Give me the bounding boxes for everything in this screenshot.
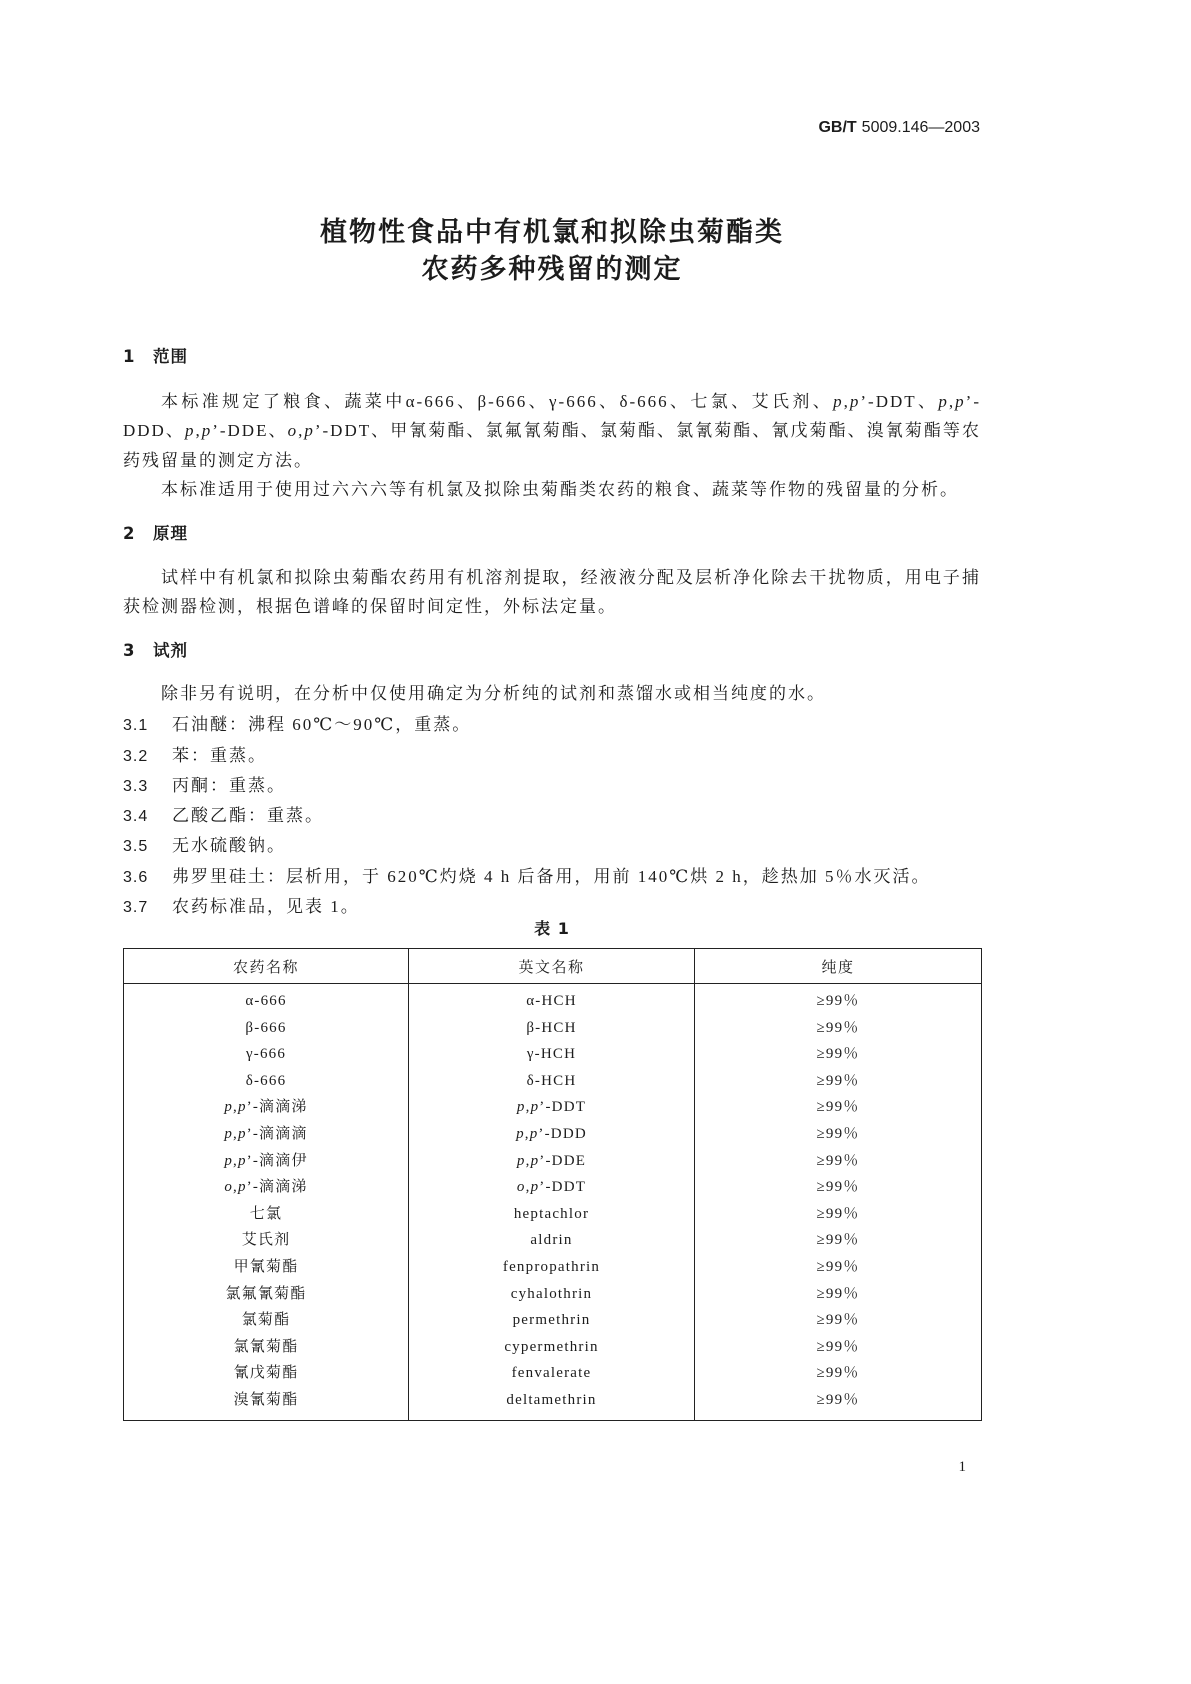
cell-english-name: β-HCH: [409, 1015, 695, 1042]
cell-purity: ≥99％: [695, 1121, 982, 1148]
reagent-item: [123, 741, 981, 771]
table-row: [124, 1281, 982, 1308]
cell-pesticide-name: 氯氟氰菊酯: [225, 1285, 307, 1302]
cell-purity: ≥99％: [695, 1015, 982, 1042]
text-run: ’-DDE、: [212, 421, 288, 441]
table-row: [124, 1041, 982, 1068]
italic-text-run: p: [237, 1179, 247, 1196]
reagents-intro: 除非另有说明，在分析中仅使用确定为分析纯的试剂和蒸馏水或相当纯度的水。: [161, 684, 826, 703]
cell-english-name: γ-HCH: [409, 1041, 695, 1068]
text-run: ,: [525, 1179, 531, 1196]
italic-text-run: p: [530, 1152, 540, 1169]
italic-text-run: p: [530, 1179, 540, 1196]
clause-number: 3.2: [123, 747, 149, 765]
text-run: ,: [233, 1099, 238, 1116]
cell-english-name: fenpropathrin: [409, 1254, 695, 1281]
reagent-item: [123, 771, 981, 801]
page-number: 1: [958, 1459, 966, 1475]
cell-purity: ≥99％: [695, 1334, 982, 1361]
italic-text-run: p: [516, 1125, 525, 1142]
table-row: [124, 1360, 982, 1387]
text-run: ,: [948, 392, 956, 411]
cell-english-name: [409, 1148, 695, 1175]
cell-pesticide-name: γ-666: [245, 1046, 287, 1063]
cell-pesticide-name: [124, 1174, 409, 1201]
italic-text-run: o: [516, 1179, 526, 1196]
text-run: ,: [524, 1125, 530, 1142]
cell-purity: ≥99％: [695, 1360, 982, 1387]
cell-purity: ≥99％: [695, 1148, 982, 1175]
clause-text: 苯：重蒸。: [172, 745, 267, 765]
text-run: ’-滴滴涕: [246, 1179, 308, 1196]
table-row: [124, 1307, 982, 1334]
principle-paragraph: 试样中有机氯和拟除虫菊酯农药用有机溶剂提取，经液液分配及层析净化除去干扰物质，用电子捕获检测器检测，根据色谱峰的保留时间定性，外标法定量。: [123, 568, 981, 617]
italic-text-run: p: [237, 1152, 247, 1169]
cell-english-name: fenvalerate: [409, 1360, 695, 1387]
table-header-row: [124, 949, 982, 984]
text-run: ,: [233, 1125, 238, 1142]
table-row: [124, 1121, 982, 1148]
table-row: [124, 1387, 982, 1420]
text-run: ’-DDT、: [860, 392, 939, 411]
cell-english-name: heptachlor: [409, 1201, 695, 1228]
cell-english-name: permethrin: [409, 1307, 695, 1334]
section-3-body: [123, 679, 981, 922]
section-2-body: [123, 563, 981, 622]
section-number: 3: [123, 641, 136, 660]
cell-pesticide-name: [124, 1094, 409, 1121]
clause-text: 丙酮：重蒸。: [172, 775, 286, 795]
cell-english-name: aldrin: [409, 1227, 695, 1254]
cell-english-name: cyhalothrin: [409, 1281, 695, 1308]
italic-text-run: p: [833, 392, 844, 411]
table-row: [124, 1015, 982, 1042]
clause-text: 弗罗里硅土：层析用，于 620℃灼烧 4 h 后备用，用前 140℃烘 2 h，趁热加 5％水灭活。: [172, 866, 931, 886]
clause-number: 3.7: [123, 899, 149, 917]
text-run: ’-DDT、甲氰菊酯、氯氟氰菊酯、氯菊酯、氯氰菊酯、氰戊菊酯、溴氰菊酯等农药残留量的测定方法。: [123, 421, 981, 470]
text-run: ’-DDE: [539, 1152, 587, 1169]
cell-purity: ≥99％: [695, 1068, 982, 1095]
text-run: ,: [233, 1179, 238, 1196]
italic-text-run: p: [304, 421, 315, 441]
text-run: ’-DDT: [539, 1179, 587, 1196]
italic-text-run: p: [224, 1152, 234, 1169]
italic-text-run: p: [201, 421, 213, 441]
text-run: ’-DDT: [539, 1099, 587, 1116]
header-pesticide-name: 农药名称: [124, 949, 409, 984]
text-run: ,: [195, 421, 202, 441]
table-row: [124, 1254, 982, 1281]
table-row: [124, 1068, 982, 1095]
italic-text-run: p: [530, 1099, 540, 1116]
cell-pesticide-name: [124, 1121, 409, 1148]
cell-pesticide-name: 氰戊菊酯: [233, 1365, 299, 1382]
standard-prefix: GB/T: [818, 119, 857, 136]
cell-english-name: δ-HCH: [409, 1068, 695, 1095]
italic-text-run: p: [516, 1152, 526, 1169]
cell-purity: ≥99％: [695, 1227, 982, 1254]
cell-english-name: [409, 1121, 695, 1148]
title-line-2: 农药多种残留的测定: [421, 254, 683, 285]
standard-code: 5009.146—2003: [861, 119, 980, 136]
table-row: [124, 1148, 982, 1175]
italic-text-run: p: [516, 1099, 526, 1116]
section-number: 1: [123, 347, 136, 366]
cell-pesticide-name: 溴氰菊酯: [233, 1391, 299, 1408]
italic-text-run: p: [224, 1125, 234, 1142]
italic-text-run: p: [237, 1099, 247, 1116]
pesticide-standards-table: [123, 948, 982, 1421]
scope-paragraph-2: 本标准适用于使用过六六六等有机氯及拟除虫菊酯类农药的粮食、蔬菜等作物的残留量的分析。: [161, 479, 959, 499]
cell-purity: ≥99％: [695, 1281, 982, 1308]
text-run: ,: [233, 1152, 238, 1169]
scope-paragraph-1: [123, 387, 981, 475]
text-run: ’-滴滴伊: [246, 1152, 308, 1169]
section-1-body: [123, 387, 981, 504]
cell-english-name: deltamethrin: [409, 1387, 695, 1420]
section-title: 原理: [153, 524, 188, 543]
italic-text-run: o: [287, 421, 299, 441]
clause-text: 乙酸乙酯：重蒸。: [172, 806, 324, 826]
reagent-item: [123, 862, 981, 892]
clause-number: 3.3: [123, 777, 149, 795]
document-title: [123, 214, 981, 288]
text-run: 本标准规定了粮食、蔬菜中α-666、β-666、γ-666、δ-666、七氯、艾氏剂、: [161, 392, 834, 411]
cell-english-name: α-HCH: [409, 984, 695, 1015]
text-run: ’-DDD: [538, 1125, 587, 1142]
text-run: ’-滴滴滴: [246, 1125, 308, 1142]
cell-pesticide-name: 氯菊酯: [241, 1312, 291, 1329]
cell-pesticide-name: 七氯: [249, 1205, 283, 1222]
cell-english-name: cypermethrin: [409, 1334, 695, 1361]
clause-text: 农药标准品，见表 1。: [172, 897, 360, 917]
text-run: ’-DDD、: [123, 392, 981, 441]
section-title: 范围: [153, 347, 188, 366]
clause-number: 3.1: [123, 717, 149, 735]
table-row: [124, 1174, 982, 1201]
cell-pesticide-name: [124, 1148, 409, 1175]
section-2-heading: [123, 519, 981, 549]
cell-pesticide-name: 氯氰菊酯: [233, 1338, 299, 1355]
table-row: [124, 1094, 982, 1121]
clause-number: 3.5: [123, 838, 149, 856]
italic-text-run: p: [938, 392, 949, 411]
cell-pesticide-name: β-666: [245, 1019, 287, 1036]
text-run: ,: [525, 1099, 531, 1116]
italic-text-run: p: [849, 392, 861, 411]
cell-purity: ≥99％: [695, 984, 982, 1015]
cell-pesticide-name: 甲氰菊酯: [233, 1258, 299, 1275]
reagent-item: [123, 801, 981, 831]
section-number: 2: [123, 524, 136, 543]
cell-purity: ≥99％: [695, 1094, 982, 1121]
text-run: ’-滴滴涕: [246, 1099, 308, 1116]
cell-purity: ≥99％: [695, 1041, 982, 1068]
clause-text: 石油醚：沸程 60℃～90℃，重蒸。: [172, 715, 472, 735]
cell-pesticide-name: δ-666: [245, 1072, 287, 1089]
section-title: 试剂: [153, 641, 188, 660]
italic-text-run: p: [529, 1125, 539, 1142]
text-run: ,: [525, 1152, 531, 1169]
cell-purity: ≥99％: [695, 1201, 982, 1228]
table-row: [124, 1334, 982, 1361]
header-purity: 纯度: [695, 949, 982, 984]
italic-text-run: p: [224, 1099, 234, 1116]
italic-text-run: p: [184, 421, 196, 441]
cell-english-name: [409, 1174, 695, 1201]
cell-pesticide-name: α-666: [245, 993, 287, 1009]
table-row: [124, 1201, 982, 1228]
reagent-item: [123, 710, 981, 740]
table-caption: 表 1: [534, 919, 570, 938]
cell-purity: ≥99％: [695, 1307, 982, 1334]
title-line-1: 植物性食品中有机氯和拟除虫菊酯类: [320, 217, 784, 248]
standard-number: [818, 116, 980, 140]
italic-text-run: p: [237, 1125, 247, 1142]
cell-english-name: [409, 1094, 695, 1121]
cell-purity: ≥99％: [695, 1254, 982, 1281]
cell-pesticide-name: 艾氏剂: [241, 1232, 291, 1249]
text-run: ,: [298, 421, 305, 441]
cell-purity: ≥99％: [695, 1174, 982, 1201]
cell-purity: ≥99％: [695, 1387, 982, 1420]
clause-number: 3.4: [123, 808, 149, 826]
section-3-heading: [123, 636, 981, 666]
header-english-name: 英文名称: [409, 949, 695, 984]
italic-text-run: p: [955, 392, 966, 411]
reagent-item: [123, 831, 981, 861]
table-row: [124, 984, 982, 1015]
italic-text-run: o: [224, 1179, 234, 1196]
text-run: ,: [843, 392, 850, 411]
clause-text: 无水硫酸钠。: [172, 836, 286, 856]
clause-number: 3.6: [123, 868, 149, 886]
table-body: [124, 984, 982, 1421]
section-1-heading: [123, 342, 981, 372]
table-row: [124, 1227, 982, 1254]
